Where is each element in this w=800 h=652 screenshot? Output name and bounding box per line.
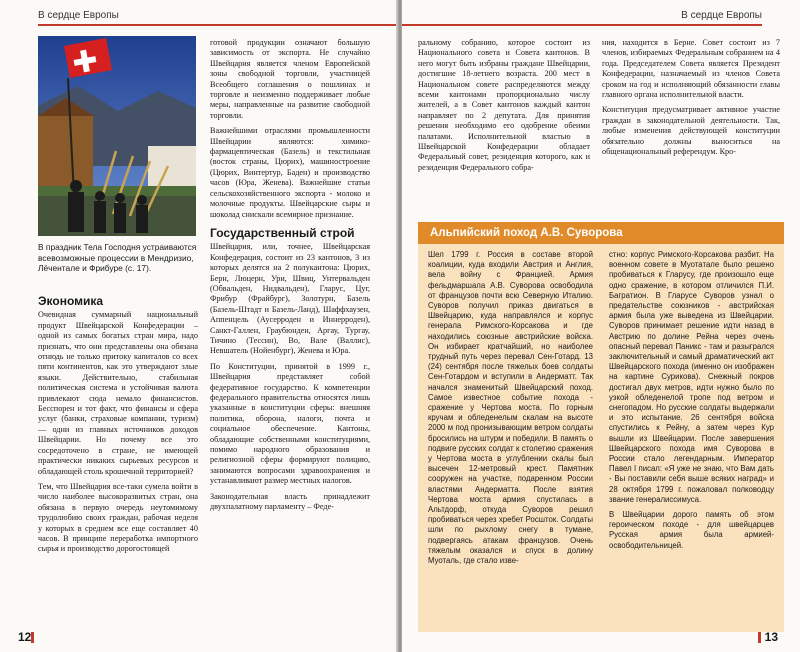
page-number-right: 13 [758, 630, 778, 644]
right-page [402, 0, 800, 652]
running-header-left: В сердце Европы [38, 8, 398, 26]
sidebar-title: Альпийский поход А.В. Суворова [418, 222, 784, 244]
paragraph: По Конституции, принятой в 1999 г., Швейцария представляет собой федеративное государство. К компетенции федерального правительства относятся лишь указанные в конституции сферы: внешняя политика, оборона, налоги, почта и социальное обеспечение. Кантоны, обладающие собственными конституциями, помимо народного образования и религиозной сферы формируют полицию, занимаются вопросами здравоохранения и устанавливают размер местных налогов. [210, 361, 370, 486]
suvorov-sidebar-box [418, 222, 784, 632]
left-column-2 [210, 38, 370, 517]
paragraph: готовой продукции означают большую зависимость от экспорта. Не случайно Швейцария является членом Европейской зоны свободной торговли, участницей Всеобщего соглашения о пошлинах и торговле и неизменно поддерживает любые меры, направленные на развитие свободной торговли. [210, 38, 370, 120]
running-header-right: В сердце Европы [402, 8, 762, 26]
paragraph: Шел 1799 г. Россия в составе второй коалиции, куда входили Австрия и Англия, вела войну с Францией. Армия фельдмаршала А.В. Суворова освободила от французов почти всю Северную Италию. Суворов получил приказ двигаться в Швейцарию, куда направлялся и корпус генерала Римского-Корсакова и где находились союзные австрийские войска. Он избирает кратчайший, но наиболее трудный путь через перевал Сен-Готард. 13 (24) сентября после тяжелых боев солдаты Сен-Готардом и вступили в Андерматт. Так начался знаменитый Швейцарский поход. Самое известное событие похода - сражение у Чертова моста. По горным кручам и обледенелым скалам на высоте 2000 м под пронизывающим ветром солдаты бросились на штурм и победили. В память о подвиге русских солдат к столетию сражения у Чертова моста в углублении скалы был высечен 12-метровый крест. Памятник сооружен на участке, подаренном России властями Андерматта. После взятия Чертова моста армия спустилась в Альтдорф, откуда Суворов решил пробиваться через хребет Росшток. Солдаты шли по рыхлому снегу в тумане, подвергаясь атакам французов. Очень тяжелым оказался и спуск в долину Муоталь, где стало изве- [428, 250, 593, 566]
paragraph: ния, находится в Берне. Совет состоит из 7 членов, избираемых Федеральным собранием на 4 года. Председателем Совета является Президент Конфедерации, назначаемый из членов Совета сроком на год и исполняющий обязанности главы главного органа исполнительной власти. [602, 38, 780, 100]
sidebar-column-1 [428, 250, 593, 571]
left-page [0, 0, 398, 652]
paragraph: Законодательная власть принадлежит двухпалатному парламенту – Феде- [210, 491, 370, 512]
paragraph: Швейцария, или, точнее, Швейцарская Конфедерация, состоит из 23 кантонов, 3 из которых делятся на 2 полукантона: Цюрих, Берн, Люцерн, Ури, Швиц, Унтервальден (Обвальден, Нидвальден), Гларус, Цуг, Фрибур (Фрайбург), Золотурн, Базель (Базель-Штадт и Базель-Ланд), Шаффхаузен, Аппенцель (Аусерроден и Иннерроден), Санкт-Галлен, Граубюнден, Аргау, Тургау, Тичино (Тессин), Во, Вале (Валлис), Невшатель (Нойенбург), Женева и Юра. [210, 242, 370, 356]
paragraph: стно: корпус Римского-Корсакова разбит. На военном совете в Муотатале было решено пробиваться к Гларусу, где произошло еще одно сражение, в котором отличился П.И. Багратион. В Гларусе Суворов узнал о предательстве союзников - австрийская армия была уже выведена из Швейцарии. Суворов принимает решение идти назад в Австрию по долине Рейна через очень опасный перевал Паникс - там и разыгрался заключительный и самый драматический акт Швейцарского похода (именно он изображен на картине Сурикова). Снежный покров достигал двух метров, идти нужно было по узкой обледенелой тропе под ветром и снегопадом. Но русские солдаты выдержали и это испытание. 26 сентября войска спустились к Рейну, а затем через Кур вышли из Швейцарии. После завершения Швейцарского похода имя Суворова в России стало легендарным. Император Павел I писал: «Я уже не знаю, что Вам дать - Вы поставили себя выше всяких наград» и 28 октября 1799 г. пожаловал полководцу звание генералиссимуса. [609, 250, 774, 504]
paragraph: Конституция предусматривает активное участие граждан в законодательной деятельности. Так, любые изменения действующей конституции обязательно должны выноситься на общенациональный референдум. Кро- [602, 105, 780, 157]
right-column-2 [602, 38, 780, 162]
sidebar-column-2 [609, 250, 774, 556]
paragraph: Тем, что Швейцария все-таки сумела войти в число наиболее высокоразвитых стран, она обязана в первую очередь неутомимому трудолюбию своих граждан, рабочая неделя у которых в среднем все еще составляет 40 часов. В принципе переработка импортного сырья и производство дорогостоящей [38, 481, 198, 554]
paragraph: ральному собранию, которое состоит из Национального совета и Совета кантонов. В него могут быть избраны граждане Швейцарии, достигшие 18-летнего возраста. 200 мест в Национальном совете распределяются между всеми кантонами пропорционально числу жителей, а в Совет кантонов каждый кантон направляет по 2 депутата. Для принятия решения необходимо его одобрение обеими палатами. Исполнительной властью в Швейцарской Конфедерации обладает Федеральный совет, резиденция которого, как и резиденция Федерального собра- [418, 38, 590, 172]
economy-heading: Экономика [38, 294, 104, 308]
right-column-1 [418, 38, 590, 178]
left-column-1 [38, 296, 198, 560]
paragraph: Важнейшими отраслями промышленности Швейцарии являются: химико-фармацевтическая (Базель) и текстильная (восток страны, Цюрих), машиностроение (Цюрих, Винтертур, Баден) и производство часов (Юра, Женева). Важнейшие статьи сельскохозяйственного экспорта - молоко и молочные продукты. Швейцарские сыры и шоколад снискали всемирное признание. [210, 126, 370, 219]
paragraph: В Швейцарии дорого память об этом героическом походе - для швейцарцев Русская армия была армией-освободительницей. [609, 510, 774, 550]
photo-caption: В праздник Тела Господня устраиваются всевозможные процессии в Мендризио, Лёченталe и Фрибуре (с. 17). [38, 242, 197, 273]
festival-photo [38, 36, 196, 236]
page-number-left: 12 [18, 630, 34, 644]
paragraph: Очевидная суммарный национальный продукт Швейцарской Конфедерации – одной из самых богатых стран мира, надо признать, что они представлены она обязана отнюдь не только притоку капиталов со всех пяти континентов, как это утверждают злые языки. Действительно, стабильная политическая система и устойчивая валюта привлекают сюда немало финансистов. Бесспорен и тот факт, что финансы и сфера услуг (банки, страховые компании, туризм) — одни из главных источников доходов Швейцарии. Но почему все это сосредоточено в стране, не имеющей практически никаких сырьевых ресурсов и обладающей столь крошечной территорией? [38, 310, 198, 476]
state-heading: Государственный строй [210, 225, 355, 240]
